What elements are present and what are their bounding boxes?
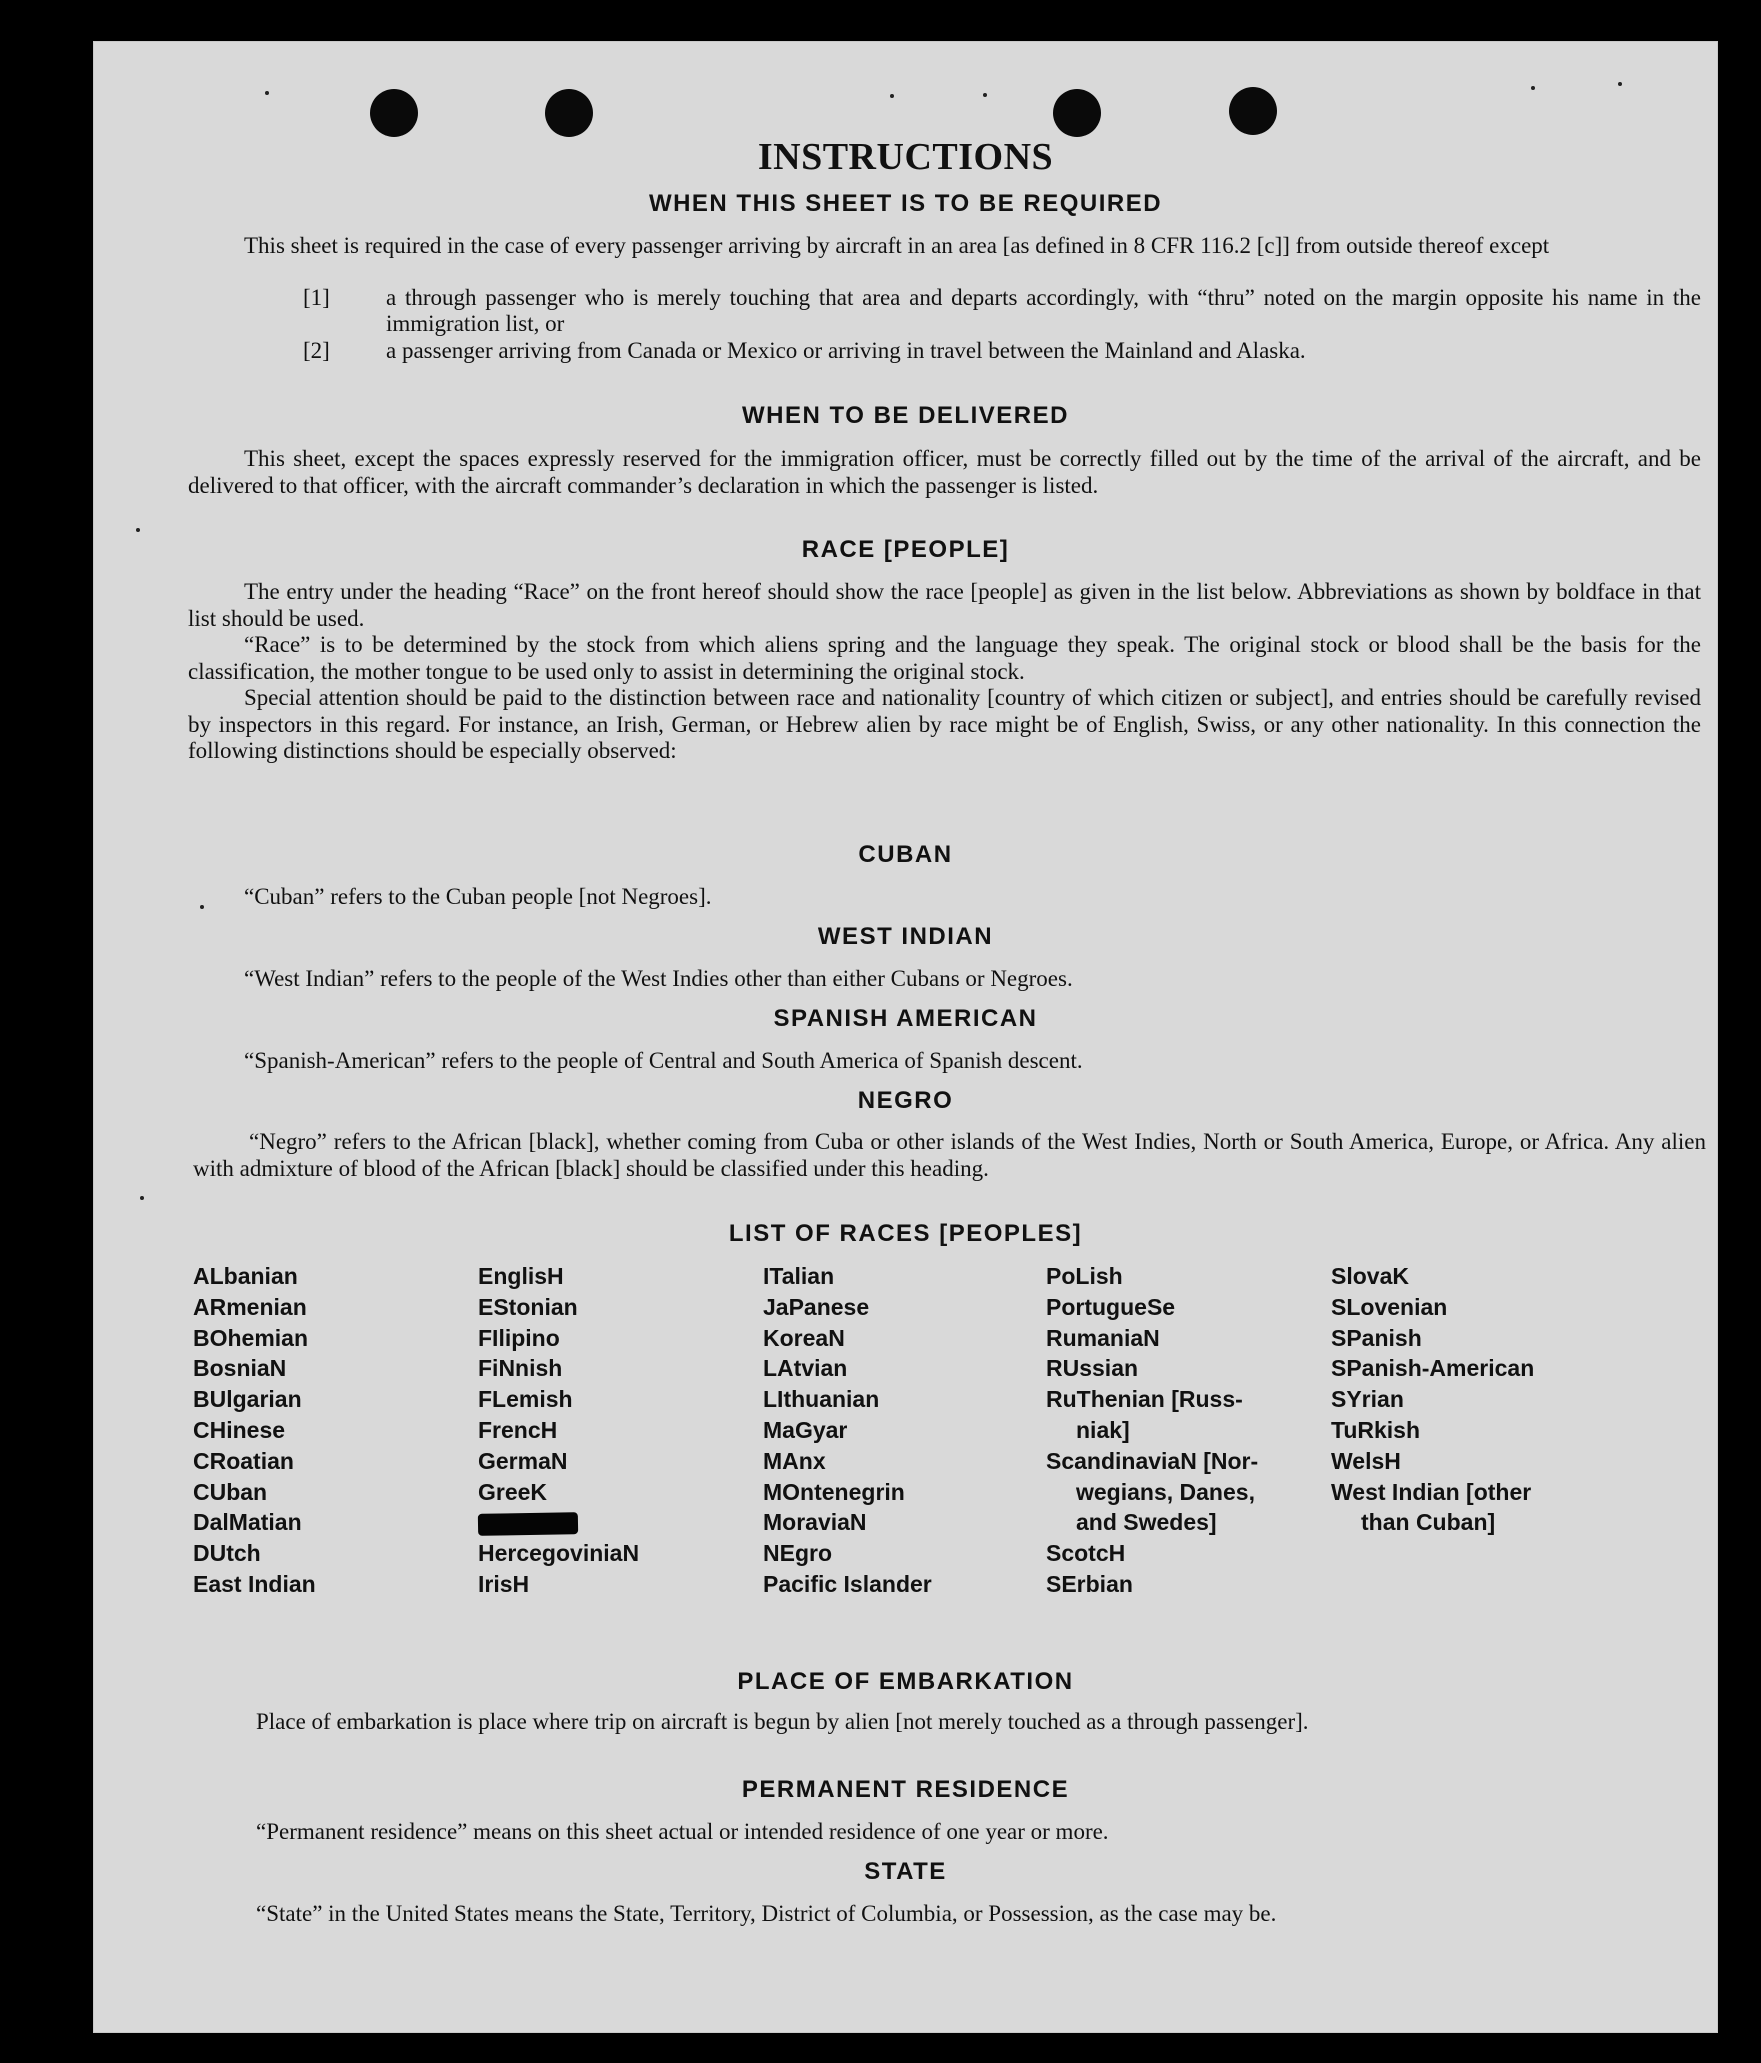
heading-cuban: CUBAN (858, 841, 953, 868)
race-item: FIlipino (478, 1324, 560, 1351)
race-item: LIthuanian (763, 1386, 880, 1413)
para-state (200, 1901, 1713, 1928)
race-item: CUban (193, 1478, 268, 1505)
punch-hole (370, 89, 418, 137)
para-residence (200, 1819, 1713, 1846)
speck (1618, 82, 1622, 86)
race-column-5 (1331, 1261, 1611, 1538)
text-residence: “Permanent residence” means on this sheet actual or intended residence of one year or more. (256, 1819, 1109, 1844)
race-item: ScotcH (1046, 1540, 1126, 1567)
race-item-continued: and Swedes] (1076, 1509, 1217, 1536)
item-1 (303, 285, 1701, 337)
heading-state: STATE (864, 1858, 947, 1885)
race-item: ScandinaviaN [Nor- (1046, 1447, 1259, 1474)
speck (136, 528, 140, 532)
race-item: SPanish (1331, 1324, 1422, 1351)
para-when-delivered (188, 446, 1701, 499)
speck (265, 91, 269, 95)
document-page (93, 41, 1718, 2033)
heading-when-required: WHEN THIS SHEET IS TO BE REQUIRED (648, 190, 1163, 217)
text-when-required-intro: This sheet is required in the case of every passenger arriving by aircraft in an area [as defined in 8 CFR 116.2 [c]] from outside thereof except (244, 233, 1550, 258)
race-item: RUssian (1046, 1355, 1139, 1382)
race-item: WelsH (1331, 1447, 1401, 1474)
text-race-p3: Special attention should be paid to the distinction between race and nationality [country of which citizen or subject], and entries should be carefully revised by inspectors in this regard. For instance, an Irish, German, or Hebrew alien by race might be of English, Swiss, or any other nationality. In this connection the following distinctions should be especially observed: (188, 685, 1701, 763)
race-column-4 (1046, 1261, 1326, 1600)
race-item: HercegoviniaN (478, 1540, 640, 1567)
para-spanish-american (188, 1048, 1701, 1075)
race-item: GreeK (478, 1478, 548, 1505)
race-item: Pacific Islander (763, 1570, 932, 1597)
race-item: BUlgarian (193, 1386, 302, 1413)
race-item: PoLish (1046, 1263, 1123, 1289)
race-item: SLovenian (1331, 1293, 1448, 1320)
redaction-mark (478, 1512, 578, 1536)
race-item-continued: than Cuban] (1361, 1509, 1496, 1536)
text-embarkation: Place of embarkation is place where trip on aircraft is begun by alien [not merely touched as a through passenger]. (256, 1709, 1309, 1734)
heading-spanish-american: SPANISH AMERICAN (773, 1005, 1038, 1032)
race-item: NEgro (763, 1540, 832, 1567)
page-title: INSTRUCTIONS (757, 136, 1054, 178)
race-item: FiNnish (478, 1355, 563, 1382)
race-item: DUtch (193, 1540, 261, 1567)
heading-west-indian: WEST INDIAN (817, 923, 994, 950)
heading-list-of-races: LIST OF RACES [PEOPLES] (728, 1220, 1083, 1247)
race-item: BosniaN (193, 1355, 287, 1382)
race-item: MOntenegrin (763, 1478, 905, 1505)
race-item: IrisH (478, 1570, 530, 1597)
race-item: EStonian (478, 1293, 578, 1320)
heading-when-delivered: WHEN TO BE DELIVERED (742, 402, 1069, 429)
punch-hole (545, 89, 593, 137)
race-item: West Indian [other (1331, 1478, 1532, 1505)
punch-hole (1053, 89, 1101, 137)
race-item: East Indian (193, 1570, 316, 1597)
speck (140, 1196, 144, 1200)
text-cuban: “Cuban” refers to the Cuban people [not Negroes]. (244, 884, 712, 909)
para-cuban (188, 884, 1701, 911)
item-2-number: [2] (303, 338, 330, 363)
race-item: SErbian (1046, 1570, 1133, 1597)
race-item-continued: wegians, Danes, (1076, 1478, 1255, 1505)
race-item: LAtvian (763, 1355, 848, 1382)
race-item: RuThenian [Russ- (1046, 1386, 1243, 1413)
text-spanish-american: “Spanish-American” refers to the people of Central and South America of Spanish descent. (244, 1048, 1083, 1073)
race-item: ALbanian (193, 1263, 298, 1289)
race-item: BOhemian (193, 1324, 309, 1351)
heading-race: RACE [PEOPLE] (801, 536, 1010, 563)
race-item: TuRkish (1331, 1416, 1421, 1443)
race-item: EnglisH (478, 1263, 564, 1289)
race-item: MaGyar (763, 1416, 848, 1443)
item-2 (303, 338, 1701, 364)
para-negro (193, 1129, 1706, 1182)
para-embarkation (200, 1709, 1713, 1736)
speck (1531, 86, 1535, 90)
speck (890, 94, 894, 98)
heading-negro: NEGRO (857, 1087, 954, 1114)
speck (983, 93, 987, 97)
race-item: MAnx (763, 1447, 826, 1474)
heading-permanent-residence: PERMANENT RESIDENCE (741, 1776, 1070, 1803)
race-item: JaPanese (763, 1293, 870, 1320)
race-item: FLemish (478, 1386, 573, 1413)
text-state: “State” in the United States means the State, Territory, District of Columbia, or Possession, as the case may be. (256, 1901, 1277, 1926)
race-column-2 (478, 1261, 758, 1600)
item-2-text: a passenger arriving from Canada or Mexico or arriving in travel between the Mainland and Alaska. (386, 338, 1306, 363)
item-1-text: a through passenger who is merely touching that area and departs accordingly, with “thru” noted on the margin opposite his name in the immigration list, or (386, 285, 1701, 336)
para-race (188, 579, 1701, 765)
race-item: ITalian (763, 1263, 835, 1289)
text-west-indian: “West Indian” refers to the people of the West Indies other than either Cubans or Negroes. (244, 966, 1073, 991)
race-item: GermaN (478, 1447, 568, 1474)
text-when-delivered: This sheet, except the spaces expressly reserved for the immigration officer, must be correctly filled out by the time of the arrival of the aircraft, and be delivered to that officer, with the aircraft commander’s declaration in which the passenger is listed. (188, 446, 1701, 498)
text-negro: “Negro” refers to the African [black], whether coming from Cuba or other islands of the West Indies, North or South America, Europe, or Africa. Any alien with admixture of blood of the African [black] should be classified under this heading. (193, 1129, 1706, 1181)
race-item-redacted (478, 1507, 758, 1538)
item-1-number: [1] (303, 285, 330, 310)
race-item: SYrian (1331, 1386, 1404, 1413)
race-item: SPanish-American (1331, 1355, 1535, 1382)
race-item: SlovaK (1331, 1263, 1409, 1289)
text-race-p1: The entry under the heading “Race” on the front hereof should show the race [people] as given in the list below. Abbreviations as shown by boldface in that list should be used. (188, 579, 1701, 631)
heading-place-of-embarkation: PLACE OF EMBARKATION (737, 1668, 1074, 1695)
para-west-indian (188, 966, 1701, 993)
race-item: ARmenian (193, 1293, 307, 1320)
race-item: DalMatian (193, 1509, 302, 1536)
race-column-1 (193, 1261, 473, 1600)
punch-hole (1229, 87, 1277, 135)
race-item: MoraviaN (763, 1509, 867, 1536)
text-race-p2: “Race” is to be determined by the stock from which aliens spring and the language they speak. The original stock or blood shall be the basis for the classification, the mother tongue to be used only to assist in determining the original stock. (188, 632, 1701, 684)
race-item: RumaniaN (1046, 1324, 1160, 1351)
race-item: FrencH (478, 1416, 558, 1443)
race-item: CRoatian (193, 1447, 294, 1474)
race-column-3 (763, 1261, 1043, 1600)
para-when-required (188, 233, 1701, 260)
race-item: KoreaN (763, 1324, 845, 1351)
race-item: CHinese (193, 1416, 286, 1443)
race-item-continued: niak] (1076, 1416, 1130, 1443)
race-item: PortugueSe (1046, 1293, 1176, 1320)
